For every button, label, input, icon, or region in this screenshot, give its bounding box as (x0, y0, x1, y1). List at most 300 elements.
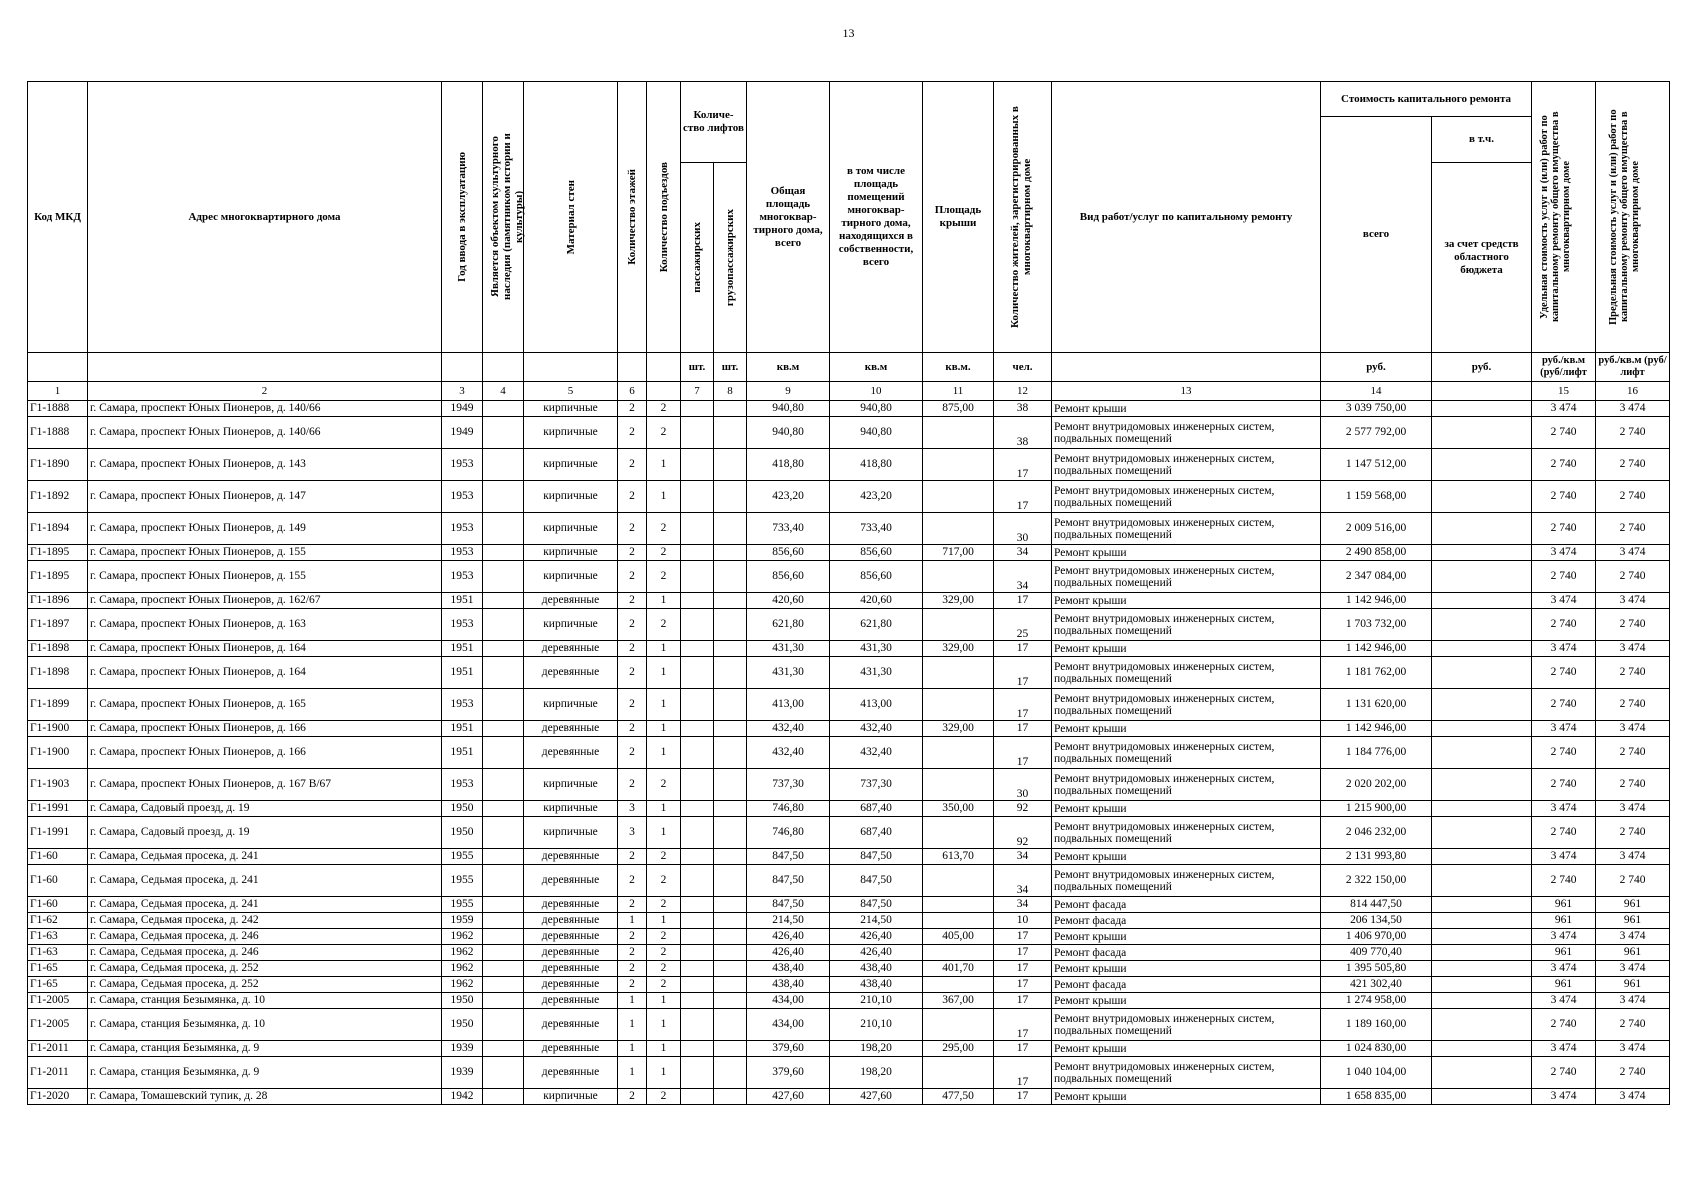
roof-area-cell: 401,70 (923, 961, 994, 977)
year-cell: 1951 (442, 737, 483, 769)
header-residents: Количество жителей, зарегистрированных в многоквартирном доме (994, 82, 1052, 353)
header-cost-incl: в т.ч. (1432, 117, 1532, 163)
floors-cell: 2 (618, 513, 647, 545)
total-area-cell: 426,40 (747, 929, 830, 945)
owned-area-cell: 423,20 (830, 481, 923, 513)
heritage-cell (483, 737, 524, 769)
floors-cell: 2 (618, 401, 647, 417)
wall-material-cell: кирпичные (524, 769, 618, 801)
heritage-cell (483, 1009, 524, 1041)
lifts-passenger-cell (681, 481, 714, 513)
residents-cell: 38 (994, 401, 1052, 417)
residents-cell: 17 (994, 593, 1052, 609)
cost-regional-cell (1432, 657, 1532, 689)
floors-cell: 1 (618, 993, 647, 1009)
owned-area-cell: 847,50 (830, 849, 923, 865)
limit-cost-cell: 2 740 (1596, 561, 1670, 593)
cost-regional-cell (1432, 609, 1532, 641)
owned-area-cell: 687,40 (830, 817, 923, 849)
address-cell: г. Самара, Седьмая просека, д. 241 (88, 865, 442, 897)
work-type-cell: Ремонт внутридомовых инженерных систем, подвальных помещений (1052, 513, 1321, 545)
code-cell: Г1-1892 (28, 481, 88, 513)
entrances-cell: 1 (647, 1009, 681, 1041)
table-row (28, 737, 1670, 769)
address-cell: г. Самара, проспект Юных Пионеров, д. 149 (88, 513, 442, 545)
table-row (28, 641, 1670, 657)
unit-cost-cell: 961 (1532, 913, 1596, 929)
lifts-cargo-cell (714, 721, 747, 737)
table-row (28, 817, 1670, 849)
entrances-cell: 2 (647, 1089, 681, 1105)
lifts-cargo-cell (714, 641, 747, 657)
column-number: 8 (714, 382, 747, 401)
lifts-cargo-cell (714, 849, 747, 865)
owned-area-cell: 432,40 (830, 721, 923, 737)
total-area-cell: 737,30 (747, 769, 830, 801)
heritage-cell (483, 449, 524, 481)
table-row (28, 977, 1670, 993)
roof-area-cell (923, 513, 994, 545)
owned-area-cell: 856,60 (830, 561, 923, 593)
unit-cost-cell: 2 740 (1532, 817, 1596, 849)
entrances-cell: 1 (647, 913, 681, 929)
lifts-cargo-cell (714, 897, 747, 913)
column-number: 9 (747, 382, 830, 401)
heritage-cell (483, 945, 524, 961)
year-cell: 1950 (442, 817, 483, 849)
wall-material-cell: деревянные (524, 961, 618, 977)
total-area-cell: 733,40 (747, 513, 830, 545)
total-area-cell: 431,30 (747, 641, 830, 657)
table-row (28, 961, 1670, 977)
heritage-cell (483, 657, 524, 689)
lifts-cargo-cell (714, 865, 747, 897)
lifts-passenger-cell (681, 1009, 714, 1041)
residents-cell: 34 (994, 897, 1052, 913)
total-area-cell: 847,50 (747, 897, 830, 913)
column-number: 15 (1532, 382, 1596, 401)
table-row (28, 401, 1670, 417)
year-cell: 1950 (442, 1009, 483, 1041)
column-number: 12 (994, 382, 1052, 401)
floors-cell: 2 (618, 545, 647, 561)
limit-cost-cell: 3 474 (1596, 721, 1670, 737)
roof-area-cell: 350,00 (923, 801, 994, 817)
limit-cost-cell: 3 474 (1596, 993, 1670, 1009)
code-cell: Г1-63 (28, 929, 88, 945)
address-cell: г. Самара, Садовый проезд, д. 19 (88, 817, 442, 849)
code-cell: Г1-1898 (28, 641, 88, 657)
wall-material-cell: кирпичные (524, 449, 618, 481)
lifts-passenger-cell (681, 721, 714, 737)
cost-total-cell: 1 184 776,00 (1321, 737, 1432, 769)
roof-area-cell (923, 817, 994, 849)
floors-cell: 2 (618, 641, 647, 657)
total-area-cell: 434,00 (747, 993, 830, 1009)
table-row (28, 545, 1670, 561)
header-limit-cost: Предельная стоимость услуг и (или) работ по капитальному ремонту общего имущества в многоквартирном доме (1596, 82, 1670, 353)
work-type-cell: Ремонт внутридомовых инженерных систем, подвальных помещений (1052, 449, 1321, 481)
table-row (28, 449, 1670, 481)
year-cell: 1955 (442, 849, 483, 865)
entrances-cell: 1 (647, 657, 681, 689)
entrances-cell: 2 (647, 897, 681, 913)
work-type-cell: Ремонт внутридомовых инженерных систем, подвальных помещений (1052, 737, 1321, 769)
address-cell: г. Самара, станция Безымянка, д. 9 (88, 1057, 442, 1089)
cost-total-cell: 2 009 516,00 (1321, 513, 1432, 545)
roof-area-cell: 613,70 (923, 849, 994, 865)
entrances-cell: 2 (647, 961, 681, 977)
residents-cell: 17 (994, 1041, 1052, 1057)
cost-regional-cell (1432, 1009, 1532, 1041)
owned-area-cell: 940,80 (830, 417, 923, 449)
wall-material-cell: деревянные (524, 945, 618, 961)
work-type-cell: Ремонт фасада (1052, 977, 1321, 993)
roof-area-cell (923, 913, 994, 929)
lifts-passenger-cell (681, 657, 714, 689)
table-row (28, 849, 1670, 865)
roof-area-cell: 717,00 (923, 545, 994, 561)
heritage-cell (483, 513, 524, 545)
column-number (647, 382, 681, 401)
table-row (28, 481, 1670, 513)
year-cell: 1942 (442, 1089, 483, 1105)
cost-total-cell: 814 447,50 (1321, 897, 1432, 913)
wall-material-cell: деревянные (524, 913, 618, 929)
total-area-cell: 856,60 (747, 545, 830, 561)
total-area-cell: 379,60 (747, 1057, 830, 1089)
column-number: 16 (1596, 382, 1670, 401)
lifts-cargo-cell (714, 481, 747, 513)
header-cost: Стоимость капитального ремонта (1321, 82, 1532, 117)
limit-cost-cell: 2 740 (1596, 449, 1670, 481)
wall-material-cell: деревянные (524, 1041, 618, 1057)
lifts-cargo-cell (714, 609, 747, 641)
column-number (1432, 382, 1532, 401)
total-area-cell: 847,50 (747, 865, 830, 897)
entrances-cell: 2 (647, 865, 681, 897)
wall-material-cell: деревянные (524, 737, 618, 769)
unit-cost-cell: 3 474 (1532, 1041, 1596, 1057)
limit-cost-cell: 2 740 (1596, 817, 1670, 849)
wall-material-cell: кирпичные (524, 817, 618, 849)
roof-area-cell (923, 865, 994, 897)
limit-cost-cell: 2 740 (1596, 1057, 1670, 1089)
year-cell: 1955 (442, 865, 483, 897)
header-wall: Материал стен (524, 82, 618, 353)
year-cell: 1951 (442, 593, 483, 609)
wall-material-cell: деревянные (524, 993, 618, 1009)
heritage-cell (483, 721, 524, 737)
cost-total-cell: 1 040 104,00 (1321, 1057, 1432, 1089)
work-type-cell: Ремонт крыши (1052, 1041, 1321, 1057)
heritage-cell (483, 689, 524, 721)
code-cell: Г1-60 (28, 865, 88, 897)
cost-regional-cell (1432, 961, 1532, 977)
cost-regional-cell (1432, 801, 1532, 817)
roof-area-cell (923, 1057, 994, 1089)
year-cell: 1951 (442, 657, 483, 689)
heritage-cell (483, 817, 524, 849)
lifts-passenger-cell (681, 513, 714, 545)
wall-material-cell: деревянные (524, 721, 618, 737)
code-cell: Г1-1896 (28, 593, 88, 609)
owned-area-cell: 427,60 (830, 1089, 923, 1105)
wall-material-cell: кирпичные (524, 481, 618, 513)
address-cell: г. Самара, станция Безымянка, д. 10 (88, 993, 442, 1009)
unit-cost-cell: 2 740 (1532, 865, 1596, 897)
roof-area-cell: 405,00 (923, 929, 994, 945)
unit-cost-cell: 3 474 (1532, 641, 1596, 657)
page-number: 13 (842, 26, 855, 40)
address-cell: г. Самара, Седьмая просека, д. 252 (88, 961, 442, 977)
address-cell: г. Самара, проспект Юных Пионеров, д. 163 (88, 609, 442, 641)
table-row (28, 801, 1670, 817)
floors-cell: 2 (618, 865, 647, 897)
cost-regional-cell (1432, 449, 1532, 481)
address-cell: г. Самара, проспект Юных Пионеров, д. 147 (88, 481, 442, 513)
code-cell: Г1-60 (28, 849, 88, 865)
column-number: 13 (1052, 382, 1321, 401)
address-cell: г. Самара, проспект Юных Пионеров, д. 143 (88, 449, 442, 481)
limit-cost-cell: 2 740 (1596, 737, 1670, 769)
lifts-passenger-cell (681, 449, 714, 481)
total-area-cell: 431,30 (747, 657, 830, 689)
entrances-cell: 2 (647, 609, 681, 641)
wall-material-cell: кирпичные (524, 801, 618, 817)
cost-total-cell: 206 134,50 (1321, 913, 1432, 929)
wall-material-cell: кирпичные (524, 513, 618, 545)
limit-cost-cell: 2 740 (1596, 609, 1670, 641)
cost-total-cell: 1 658 835,00 (1321, 1089, 1432, 1105)
year-cell: 1939 (442, 1041, 483, 1057)
work-type-cell: Ремонт внутридомовых инженерных систем, подвальных помещений (1052, 769, 1321, 801)
lifts-passenger-cell (681, 1057, 714, 1089)
year-cell: 1962 (442, 929, 483, 945)
address-cell: г. Самара, Седьмая просека, д. 241 (88, 849, 442, 865)
roof-area-cell: 329,00 (923, 641, 994, 657)
cost-regional-cell (1432, 545, 1532, 561)
residents-cell: 17 (994, 657, 1052, 689)
owned-area-cell: 847,50 (830, 865, 923, 897)
roof-area-cell: 295,00 (923, 1041, 994, 1057)
column-number: 4 (483, 382, 524, 401)
code-cell: Г1-1890 (28, 449, 88, 481)
cost-total-cell: 1 406 970,00 (1321, 929, 1432, 945)
roof-area-cell: 329,00 (923, 721, 994, 737)
heritage-cell (483, 913, 524, 929)
cost-total-cell: 1 181 762,00 (1321, 657, 1432, 689)
floors-cell: 2 (618, 657, 647, 689)
code-cell: Г1-63 (28, 945, 88, 961)
unit-cost-cell: 2 740 (1532, 481, 1596, 513)
year-cell: 1953 (442, 561, 483, 593)
table-body (28, 401, 1670, 1105)
total-area-cell: 432,40 (747, 721, 830, 737)
unit-cost-cell: 2 740 (1532, 561, 1596, 593)
address-cell: г. Самара, станция Безымянка, д. 10 (88, 1009, 442, 1041)
table-row (28, 929, 1670, 945)
owned-area-cell: 733,40 (830, 513, 923, 545)
heritage-cell (483, 481, 524, 513)
year-cell: 1953 (442, 481, 483, 513)
lifts-passenger-cell (681, 897, 714, 913)
heritage-cell (483, 929, 524, 945)
limit-cost-cell: 3 474 (1596, 961, 1670, 977)
code-cell: Г1-1900 (28, 737, 88, 769)
cost-total-cell: 1 142 946,00 (1321, 641, 1432, 657)
work-type-cell: Ремонт крыши (1052, 545, 1321, 561)
unit-cost-cell: 2 740 (1532, 1009, 1596, 1041)
cost-regional-cell (1432, 737, 1532, 769)
floors-cell: 2 (618, 977, 647, 993)
entrances-cell: 1 (647, 1041, 681, 1057)
total-area-cell: 746,80 (747, 801, 830, 817)
floors-cell: 2 (618, 961, 647, 977)
code-cell: Г1-1991 (28, 801, 88, 817)
heritage-cell (483, 897, 524, 913)
lifts-cargo-cell (714, 561, 747, 593)
lifts-passenger-cell (681, 417, 714, 449)
unit-cost-cell: 3 474 (1532, 929, 1596, 945)
lifts-passenger-cell (681, 849, 714, 865)
limit-cost-cell: 2 740 (1596, 865, 1670, 897)
heritage-cell (483, 865, 524, 897)
lifts-passenger-cell (681, 561, 714, 593)
lifts-passenger-cell (681, 641, 714, 657)
address-cell: г. Самара, Садовый проезд, д. 19 (88, 801, 442, 817)
total-area-cell: 940,80 (747, 401, 830, 417)
column-number: 2 (88, 382, 442, 401)
floors-cell: 2 (618, 449, 647, 481)
lifts-passenger-cell (681, 593, 714, 609)
lifts-passenger-cell (681, 961, 714, 977)
roof-area-cell: 367,00 (923, 993, 994, 1009)
residents-cell: 17 (994, 929, 1052, 945)
column-number: 5 (524, 382, 618, 401)
owned-area-cell: 431,30 (830, 657, 923, 689)
entrances-cell: 2 (647, 417, 681, 449)
header-entrances: Количество подъездов (647, 82, 681, 353)
work-type-cell: Ремонт внутридомовых инженерных систем, подвальных помещений (1052, 561, 1321, 593)
residents-cell: 17 (994, 1089, 1052, 1105)
cost-total-cell: 2 020 202,00 (1321, 769, 1432, 801)
roof-area-cell: 329,00 (923, 593, 994, 609)
cost-regional-cell (1432, 865, 1532, 897)
lifts-passenger-cell (681, 689, 714, 721)
work-type-cell: Ремонт крыши (1052, 401, 1321, 417)
residents-cell: 30 (994, 769, 1052, 801)
heritage-cell (483, 849, 524, 865)
roof-area-cell (923, 417, 994, 449)
header-code: Код МКД (28, 82, 88, 353)
lifts-passenger-cell (681, 817, 714, 849)
year-cell: 1950 (442, 993, 483, 1009)
year-cell: 1950 (442, 801, 483, 817)
table-row (28, 1089, 1670, 1105)
residents-cell: 34 (994, 561, 1052, 593)
unit-cost-cell: 3 474 (1532, 593, 1596, 609)
entrances-cell: 1 (647, 1057, 681, 1089)
cost-total-cell: 2 131 993,80 (1321, 849, 1432, 865)
table-row (28, 513, 1670, 545)
total-area-cell: 940,80 (747, 417, 830, 449)
column-number: 7 (681, 382, 714, 401)
limit-cost-cell: 3 474 (1596, 1041, 1670, 1057)
limit-cost-cell: 3 474 (1596, 545, 1670, 561)
address-cell: г. Самара, Седьмая просека, д. 241 (88, 897, 442, 913)
code-cell: Г1-1991 (28, 817, 88, 849)
code-cell: Г1-60 (28, 897, 88, 913)
unit-cost-cell: 3 474 (1532, 545, 1596, 561)
total-area-cell: 427,60 (747, 1089, 830, 1105)
residents-cell: 17 (994, 481, 1052, 513)
owned-area-cell: 420,60 (830, 593, 923, 609)
cost-total-cell: 1 215 900,00 (1321, 801, 1432, 817)
roof-area-cell (923, 897, 994, 913)
entrances-cell: 1 (647, 689, 681, 721)
code-cell: Г1-62 (28, 913, 88, 929)
header-lifts-cargo: грузопассажирских (714, 163, 747, 353)
code-cell: Г1-2005 (28, 993, 88, 1009)
unit-cost-cell: 3 474 (1532, 721, 1596, 737)
roof-area-cell (923, 657, 994, 689)
total-area-cell: 856,60 (747, 561, 830, 593)
address-cell: г. Самара, проспект Юных Пионеров, д. 155 (88, 545, 442, 561)
owned-area-cell: 856,60 (830, 545, 923, 561)
address-cell: г. Самара, проспект Юных Пионеров, д. 162/67 (88, 593, 442, 609)
table-row (28, 561, 1670, 593)
year-cell: 1951 (442, 721, 483, 737)
work-type-cell: Ремонт крыши (1052, 721, 1321, 737)
heritage-cell (483, 1057, 524, 1089)
limit-cost-cell: 3 474 (1596, 641, 1670, 657)
work-type-cell: Ремонт внутридомовых инженерных систем, подвальных помещений (1052, 481, 1321, 513)
lifts-passenger-cell (681, 945, 714, 961)
limit-cost-cell: 961 (1596, 945, 1670, 961)
code-cell: Г1-1888 (28, 417, 88, 449)
residents-cell: 17 (994, 449, 1052, 481)
unit-cost-cell: 2 740 (1532, 449, 1596, 481)
year-cell: 1953 (442, 545, 483, 561)
lifts-passenger-cell (681, 993, 714, 1009)
year-cell: 1962 (442, 945, 483, 961)
work-type-cell: Ремонт крыши (1052, 641, 1321, 657)
unit-cost-cell: 2 740 (1532, 609, 1596, 641)
wall-material-cell: кирпичные (524, 401, 618, 417)
residents-cell: 17 (994, 641, 1052, 657)
code-cell: Г1-1895 (28, 561, 88, 593)
residents-cell: 17 (994, 1057, 1052, 1089)
work-type-cell: Ремонт внутридомовых инженерных систем, подвальных помещений (1052, 609, 1321, 641)
year-cell: 1962 (442, 961, 483, 977)
entrances-cell: 2 (647, 545, 681, 561)
code-cell: Г1-65 (28, 961, 88, 977)
column-number: 6 (618, 382, 647, 401)
work-type-cell: Ремонт внутридомовых инженерных систем, подвальных помещений (1052, 417, 1321, 449)
limit-cost-cell: 2 740 (1596, 417, 1670, 449)
header-lifts: Количе-ство лифтов (681, 82, 747, 163)
owned-area-cell: 737,30 (830, 769, 923, 801)
code-cell: Г1-1900 (28, 721, 88, 737)
lifts-cargo-cell (714, 913, 747, 929)
total-area-cell: 379,60 (747, 1041, 830, 1057)
address-cell: г. Самара, Томашевский тупик, д. 28 (88, 1089, 442, 1105)
year-cell: 1953 (442, 513, 483, 545)
address-cell: г. Самара, проспект Юных Пионеров, д. 140/66 (88, 401, 442, 417)
cost-regional-cell (1432, 929, 1532, 945)
owned-area-cell: 431,30 (830, 641, 923, 657)
